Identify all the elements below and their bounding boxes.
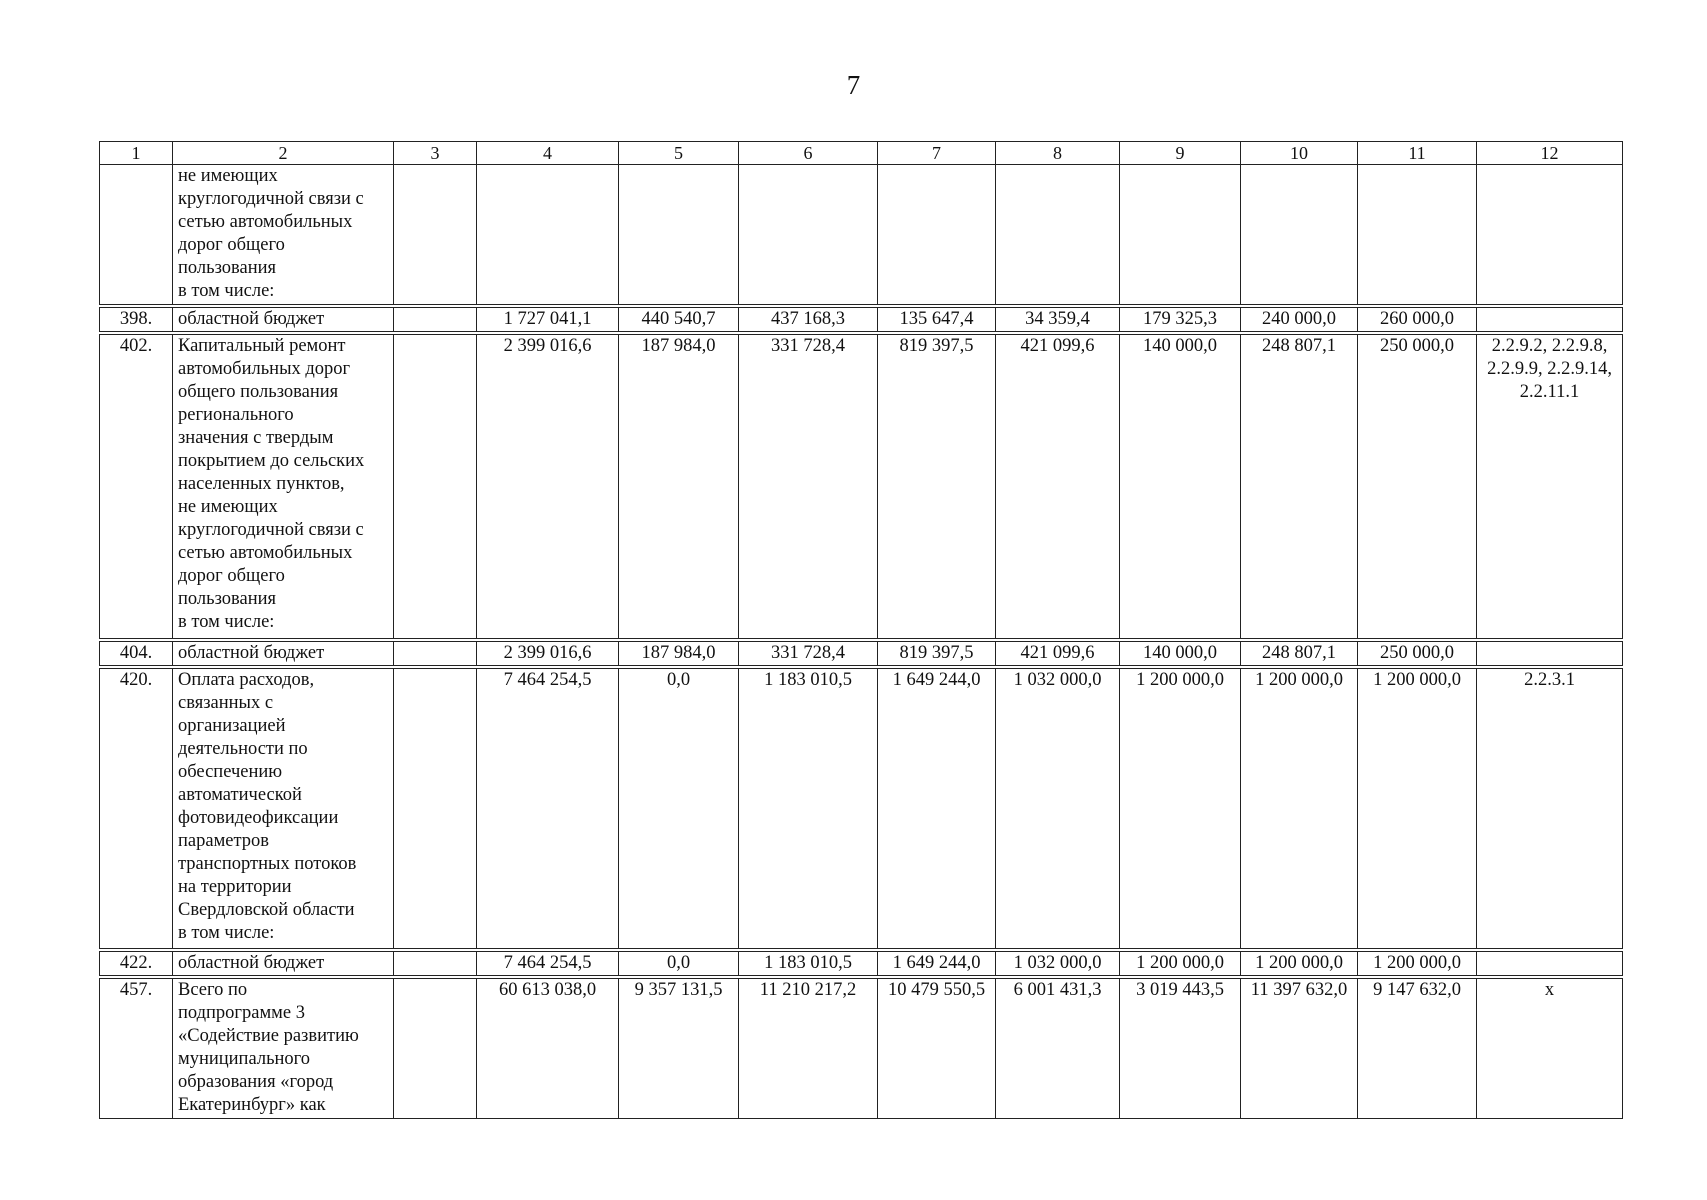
column-number-header: 3 (394, 142, 477, 165)
table-row (100, 669, 1623, 949)
year-2022-cell (996, 952, 1120, 976)
year-2024-cell (1241, 979, 1358, 1119)
year-2019-cell (619, 979, 739, 1119)
cell-text: 9 147 632,0 (1373, 980, 1461, 1000)
cell-text: областной бюджет (178, 643, 325, 663)
year-2021-cell (878, 979, 996, 1119)
cell-text: 1 649 244,0 (892, 670, 981, 690)
year-2024-cell (1241, 642, 1358, 666)
total-cell (477, 165, 619, 305)
column-number-header: 11 (1358, 142, 1477, 165)
year-2025-cell (1358, 952, 1477, 976)
item-name-cell (173, 165, 394, 305)
total-cell (477, 335, 619, 639)
cell-text: 60 613 038,0 (498, 980, 597, 1000)
column-3-cell (394, 308, 477, 332)
cell-text: 2 399 016,6 (503, 336, 592, 356)
year-2023-cell (1120, 308, 1241, 332)
year-2022-cell (996, 979, 1120, 1119)
year-2025-cell (1358, 308, 1477, 332)
year-2019-cell (619, 952, 739, 976)
column-number-header: 8 (996, 142, 1120, 165)
row-number-cell (100, 165, 173, 305)
target-code-cell (1477, 669, 1623, 949)
total-cell (477, 952, 619, 976)
item-name-cell (173, 669, 394, 949)
cell-text: 440 540,7 (641, 309, 716, 329)
year-2020-cell (739, 669, 878, 949)
column-3-cell (394, 979, 477, 1119)
year-2019-cell (619, 669, 739, 949)
year-2025-cell (1358, 669, 1477, 949)
cell-text: 331 728,4 (771, 643, 845, 663)
row-number-cell (100, 979, 173, 1119)
cell-text: 2.2.9.2, 2.2.9.8, 2.2.9.9, 2.2.9.14, 2.2.11.1 (1487, 336, 1612, 402)
year-2024-cell (1241, 335, 1358, 639)
target-code-cell (1477, 335, 1623, 639)
year-2020-cell (739, 165, 878, 305)
cell-text: 140 000,0 (1143, 336, 1217, 356)
row-number-cell (100, 669, 173, 949)
table-row (100, 165, 1623, 305)
row-number-cell (100, 335, 173, 639)
cell-text: 140 000,0 (1143, 643, 1217, 663)
column-number-header-row (100, 142, 1623, 165)
total-cell (477, 642, 619, 666)
row-number-cell (100, 642, 173, 666)
year-2020-cell (739, 335, 878, 639)
cell-text: 187 984,0 (641, 643, 716, 663)
cell-text: 0,0 (666, 670, 691, 690)
target-code-cell (1477, 165, 1623, 305)
cell-text: 1 200 000,0 (1373, 670, 1461, 690)
cell-text: 819 397,5 (899, 643, 974, 663)
cell-text: 7 464 254,5 (503, 670, 592, 690)
cell-text: 331 728,4 (771, 336, 845, 356)
target-code-cell (1477, 952, 1623, 976)
column-3-cell (394, 335, 477, 639)
year-2022-cell (996, 335, 1120, 639)
year-2023-cell (1120, 979, 1241, 1119)
year-2020-cell (739, 642, 878, 666)
cell-text: 250 000,0 (1380, 336, 1454, 356)
item-name-cell (173, 952, 394, 976)
cell-text: 404. (119, 643, 153, 663)
year-2024-cell (1241, 669, 1358, 949)
cell-text: 1 183 010,5 (764, 953, 852, 973)
year-2022-cell (996, 165, 1120, 305)
cell-text: областной бюджет (178, 309, 325, 329)
item-name-cell (173, 308, 394, 332)
cell-text: 135 647,4 (899, 309, 974, 329)
year-2024-cell (1241, 165, 1358, 305)
year-2019-cell (619, 308, 739, 332)
year-2022-cell (996, 642, 1120, 666)
target-code-cell (1477, 979, 1623, 1119)
column-number-header: 5 (619, 142, 739, 165)
cell-text: 1 200 000,0 (1255, 953, 1343, 973)
cell-text: 402. (119, 336, 153, 356)
year-2021-cell (878, 952, 996, 976)
cell-text: 2 399 016,6 (503, 643, 592, 663)
table-row (100, 642, 1623, 666)
total-cell (477, 308, 619, 332)
column-number-header: 6 (739, 142, 878, 165)
target-code-cell (1477, 308, 1623, 332)
cell-text: 10 479 550,5 (887, 980, 986, 1000)
year-2021-cell (878, 335, 996, 639)
year-2021-cell (878, 165, 996, 305)
year-2020-cell (739, 952, 878, 976)
cell-text: 1 649 244,0 (892, 953, 981, 973)
row-number-cell (100, 308, 173, 332)
cell-text: 1 200 000,0 (1373, 953, 1461, 973)
item-name-cell (173, 335, 394, 639)
cell-text: 248 807,1 (1262, 336, 1336, 356)
item-name-cell (173, 979, 394, 1119)
cell-text: 457. (119, 980, 153, 1000)
table-row (100, 952, 1623, 976)
cell-text: 1 032 000,0 (1013, 953, 1102, 973)
column-number-header: 1 (100, 142, 173, 165)
table-row (100, 335, 1623, 639)
year-2025-cell (1358, 335, 1477, 639)
page-number: 7 (846, 70, 861, 100)
cell-text: 0,0 (666, 953, 691, 973)
cell-text: 398. (119, 309, 153, 329)
column-number-header: 9 (1120, 142, 1241, 165)
cell-text: 34 359,4 (1025, 309, 1090, 329)
cell-text: 421 099,6 (1020, 336, 1095, 356)
year-2023-cell (1120, 669, 1241, 949)
column-3-cell (394, 165, 477, 305)
cell-text: 1 183 010,5 (764, 670, 852, 690)
row-number-cell (100, 952, 173, 976)
cell-text: х (1544, 980, 1555, 1000)
year-2021-cell (878, 669, 996, 949)
year-2019-cell (619, 165, 739, 305)
year-2022-cell (996, 669, 1120, 949)
budget-table (99, 141, 1623, 1119)
year-2023-cell (1120, 335, 1241, 639)
cell-text: 1 727 041,1 (503, 309, 592, 329)
cell-text: областной бюджет (178, 953, 325, 973)
year-2025-cell (1358, 165, 1477, 305)
column-number-header: 4 (477, 142, 619, 165)
year-2025-cell (1358, 642, 1477, 666)
column-number-header: 10 (1241, 142, 1358, 165)
year-2020-cell (739, 979, 878, 1119)
cell-text: 422. (119, 953, 153, 973)
cell-text: 420. (119, 670, 153, 690)
cell-text: 1 200 000,0 (1136, 953, 1224, 973)
cell-text: 421 099,6 (1020, 643, 1095, 663)
year-2020-cell (739, 308, 878, 332)
cell-text: 1 200 000,0 (1136, 670, 1224, 690)
column-3-cell (394, 642, 477, 666)
column-number-header: 12 (1477, 142, 1623, 165)
year-2022-cell (996, 308, 1120, 332)
year-2024-cell (1241, 952, 1358, 976)
target-code-cell (1477, 642, 1623, 666)
cell-text: 187 984,0 (641, 336, 716, 356)
cell-text: 248 807,1 (1262, 643, 1336, 663)
year-2023-cell (1120, 642, 1241, 666)
cell-text: 6 001 431,3 (1013, 980, 1102, 1000)
cell-text: Всего по подпрограмме 3 «Содействие развитию муниципального образования «город Екатеринбург» как (178, 980, 359, 1115)
year-2023-cell (1120, 165, 1241, 305)
cell-text: 3 019 443,5 (1136, 980, 1224, 1000)
year-2025-cell (1358, 979, 1477, 1119)
cell-text: 179 325,3 (1143, 309, 1217, 329)
item-name-cell (173, 642, 394, 666)
cell-text: Капитальный ремонт автомобильных дорог общего пользования регионального значения с твердым покрытием до сельских населенных пунктов, не имеющих круглогодичной связи с сетью автомобильных дорог общего пользования в том числе: (178, 336, 365, 632)
cell-text: 250 000,0 (1380, 643, 1454, 663)
cell-text: Оплата расходов, связанных с организацией деятельности по обеспечению автоматической фотовидеофиксации параметров транспортных потоков на территории Свердловской области в том числе: (178, 670, 357, 943)
cell-text: 11 397 632,0 (1250, 980, 1348, 1000)
total-cell (477, 979, 619, 1119)
column-number-header: 2 (173, 142, 394, 165)
cell-text: 260 000,0 (1380, 309, 1454, 329)
cell-text: 2.2.3.1 (1524, 670, 1575, 690)
cell-text: 9 357 131,5 (634, 980, 723, 1000)
table-row (100, 979, 1623, 1119)
year-2019-cell (619, 642, 739, 666)
cell-text: 7 464 254,5 (503, 953, 592, 973)
cell-text: 1 032 000,0 (1013, 670, 1102, 690)
year-2019-cell (619, 335, 739, 639)
year-2021-cell (878, 308, 996, 332)
cell-text: не имеющих круглогодичной связи с сетью автомобильных дорог общего пользования в том числе: (178, 166, 364, 301)
cell-text: 819 397,5 (899, 336, 974, 356)
year-2023-cell (1120, 952, 1241, 976)
total-cell (477, 669, 619, 949)
column-number-header: 7 (878, 142, 996, 165)
cell-text: 11 210 217,2 (759, 980, 857, 1000)
table-row (100, 308, 1623, 332)
cell-text: 437 168,3 (771, 309, 845, 329)
year-2021-cell (878, 642, 996, 666)
cell-text: 240 000,0 (1262, 309, 1336, 329)
cell-text: 1 200 000,0 (1255, 670, 1343, 690)
year-2024-cell (1241, 308, 1358, 332)
column-3-cell (394, 952, 477, 976)
column-3-cell (394, 669, 477, 949)
